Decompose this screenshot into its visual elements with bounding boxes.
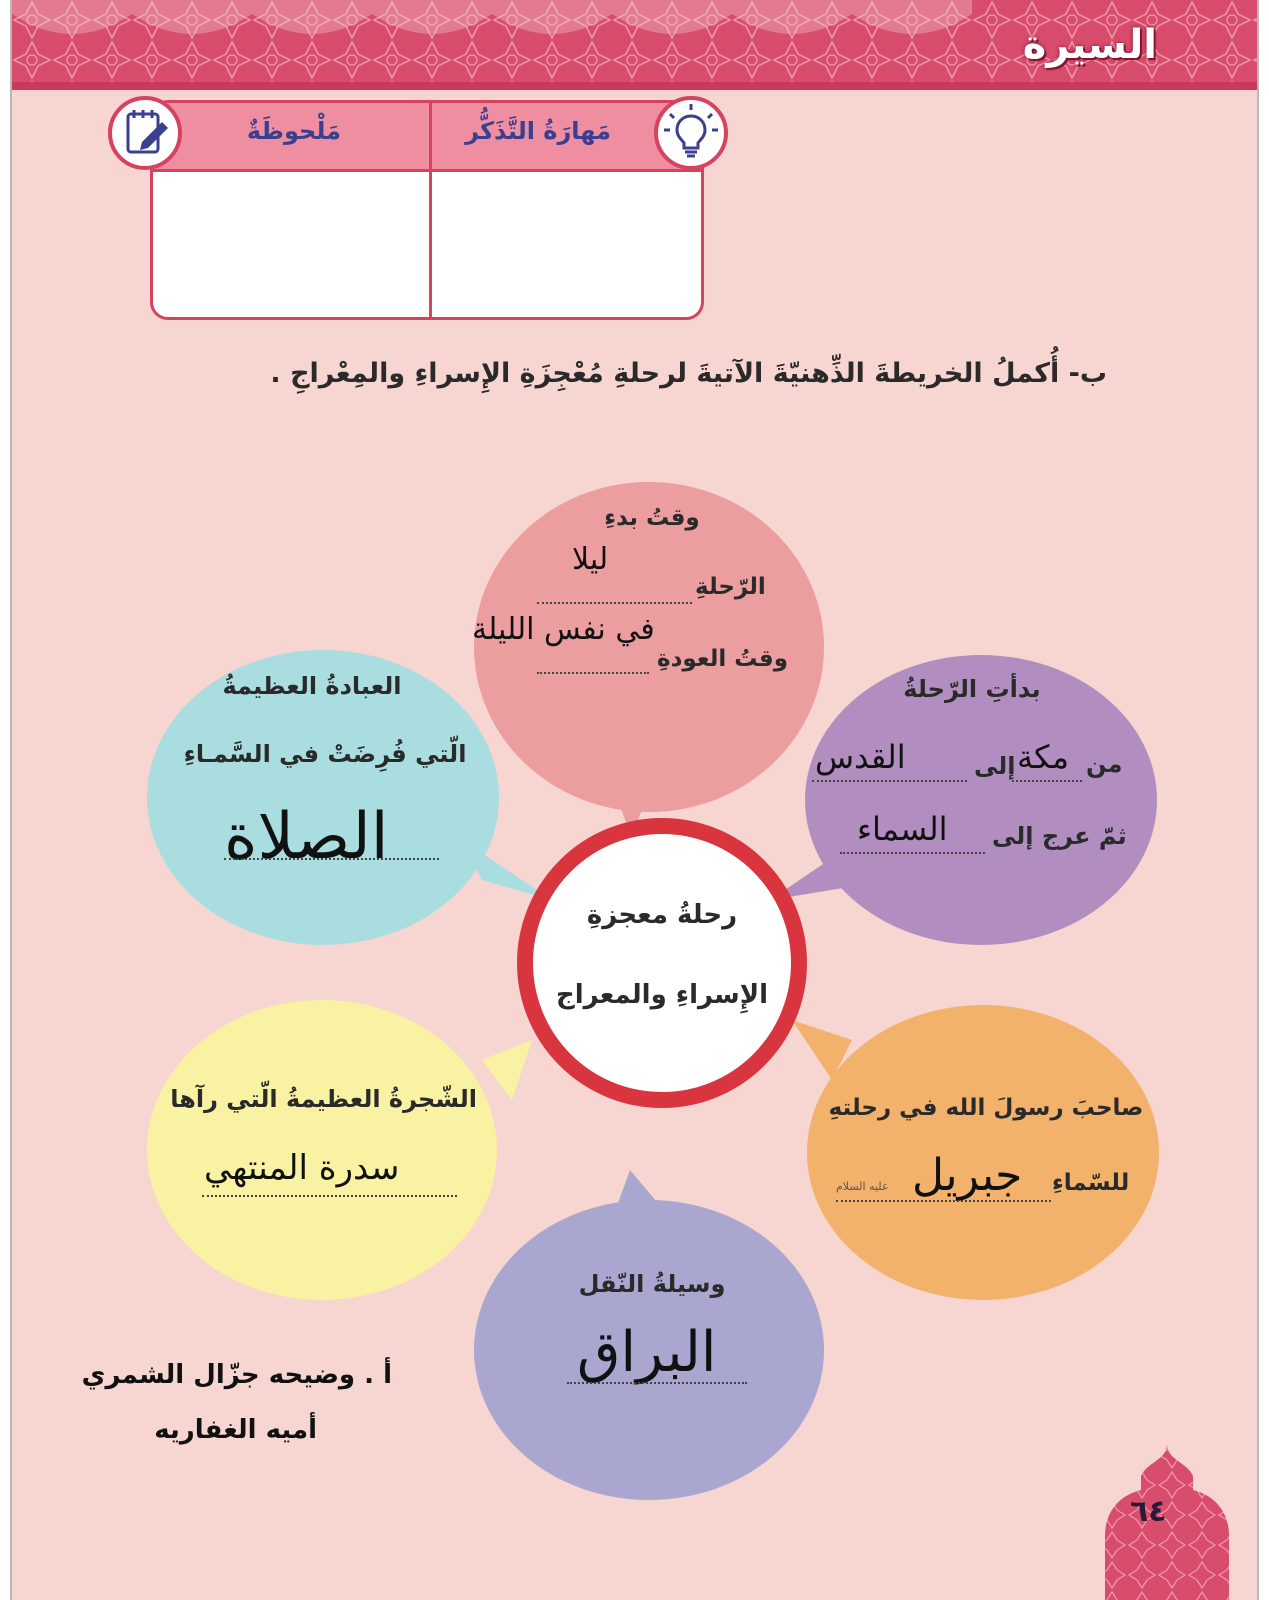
page-number: ٦٤: [1130, 1494, 1167, 1529]
remember-skill-header: مَهارَةُ التَّذَكُّر: [465, 117, 611, 145]
center-line2: الإِسراءِ والمعراج: [555, 980, 769, 1010]
label-from: من: [1086, 750, 1123, 778]
honorific-seal: عليه السلام: [836, 1180, 889, 1193]
label-return-time: وقتُ العودةِ: [657, 646, 789, 672]
center-topic-circle: [517, 818, 807, 1108]
answer-tree[interactable]: سدرة المنتهي: [204, 1148, 400, 1188]
answer-line-start: [537, 602, 692, 604]
label-start-time: وقتُ بدءِ: [604, 505, 700, 531]
worship-title: العبادةُ العظيمةُ: [222, 672, 402, 700]
page-frame: [10, 0, 1259, 1600]
answer-line-to: [812, 780, 967, 782]
question-text: ب- أُكملُ الخريطةَ الذِّهنيّةَ الآتيةَ لرحلةِ مُعْجِزَةِ الإِسراءِ والمِعْراجِ .: [270, 358, 1107, 389]
label-sky: للسّماءِ: [1052, 1170, 1130, 1196]
answer-worship[interactable]: الصلاة: [224, 800, 389, 874]
credit-line1: أ . وضيحه جزّال الشمري: [81, 1360, 392, 1390]
answer-companion[interactable]: جبريل: [912, 1150, 1023, 1201]
chapter-title: السيرة: [1022, 22, 1157, 68]
answer-line-from: [1012, 780, 1082, 782]
answer-to[interactable]: القدس: [815, 738, 906, 776]
answer-from[interactable]: مكة: [1017, 738, 1069, 776]
transport-title: وسيلةُ النّقل: [578, 1270, 726, 1298]
label-trip: الرّحلةِ: [695, 574, 766, 600]
start-title: بدأتِ الرّحلةُ: [903, 675, 1041, 703]
page-number-badge: [1097, 1440, 1237, 1600]
answer-line-tree: [202, 1195, 457, 1197]
answer-return-time[interactable]: في نفس الليلة: [472, 612, 655, 647]
credit-line2: أميه الغفاريه: [154, 1415, 317, 1445]
center-line1: رحلةُ معجزةِ: [586, 900, 738, 930]
answer-line-worship: [224, 858, 439, 860]
answer-line-return: [537, 672, 649, 674]
answer-then[interactable]: السماء: [857, 810, 948, 848]
answer-line-companion: [836, 1200, 1051, 1202]
label-then: ثمّ عرج إلى: [992, 822, 1127, 850]
answer-start-time[interactable]: ليلا: [572, 542, 609, 577]
label-to: إلى: [974, 752, 1016, 780]
answer-line-transport: [567, 1382, 747, 1384]
answer-transport[interactable]: البراق: [577, 1320, 717, 1385]
tree-title: الشّجرةُ العظيمةُ الّتي رآها: [170, 1085, 477, 1113]
companion-line1: صاحبَ رسولَ الله في رحلتهِ: [828, 1095, 1144, 1121]
answer-line-then: [840, 852, 985, 854]
note-header: مَلْحوظَةٌ: [246, 117, 341, 145]
worship-subtitle: الّتي فُرِضَتْ في السَّمـاءِ: [183, 740, 467, 768]
